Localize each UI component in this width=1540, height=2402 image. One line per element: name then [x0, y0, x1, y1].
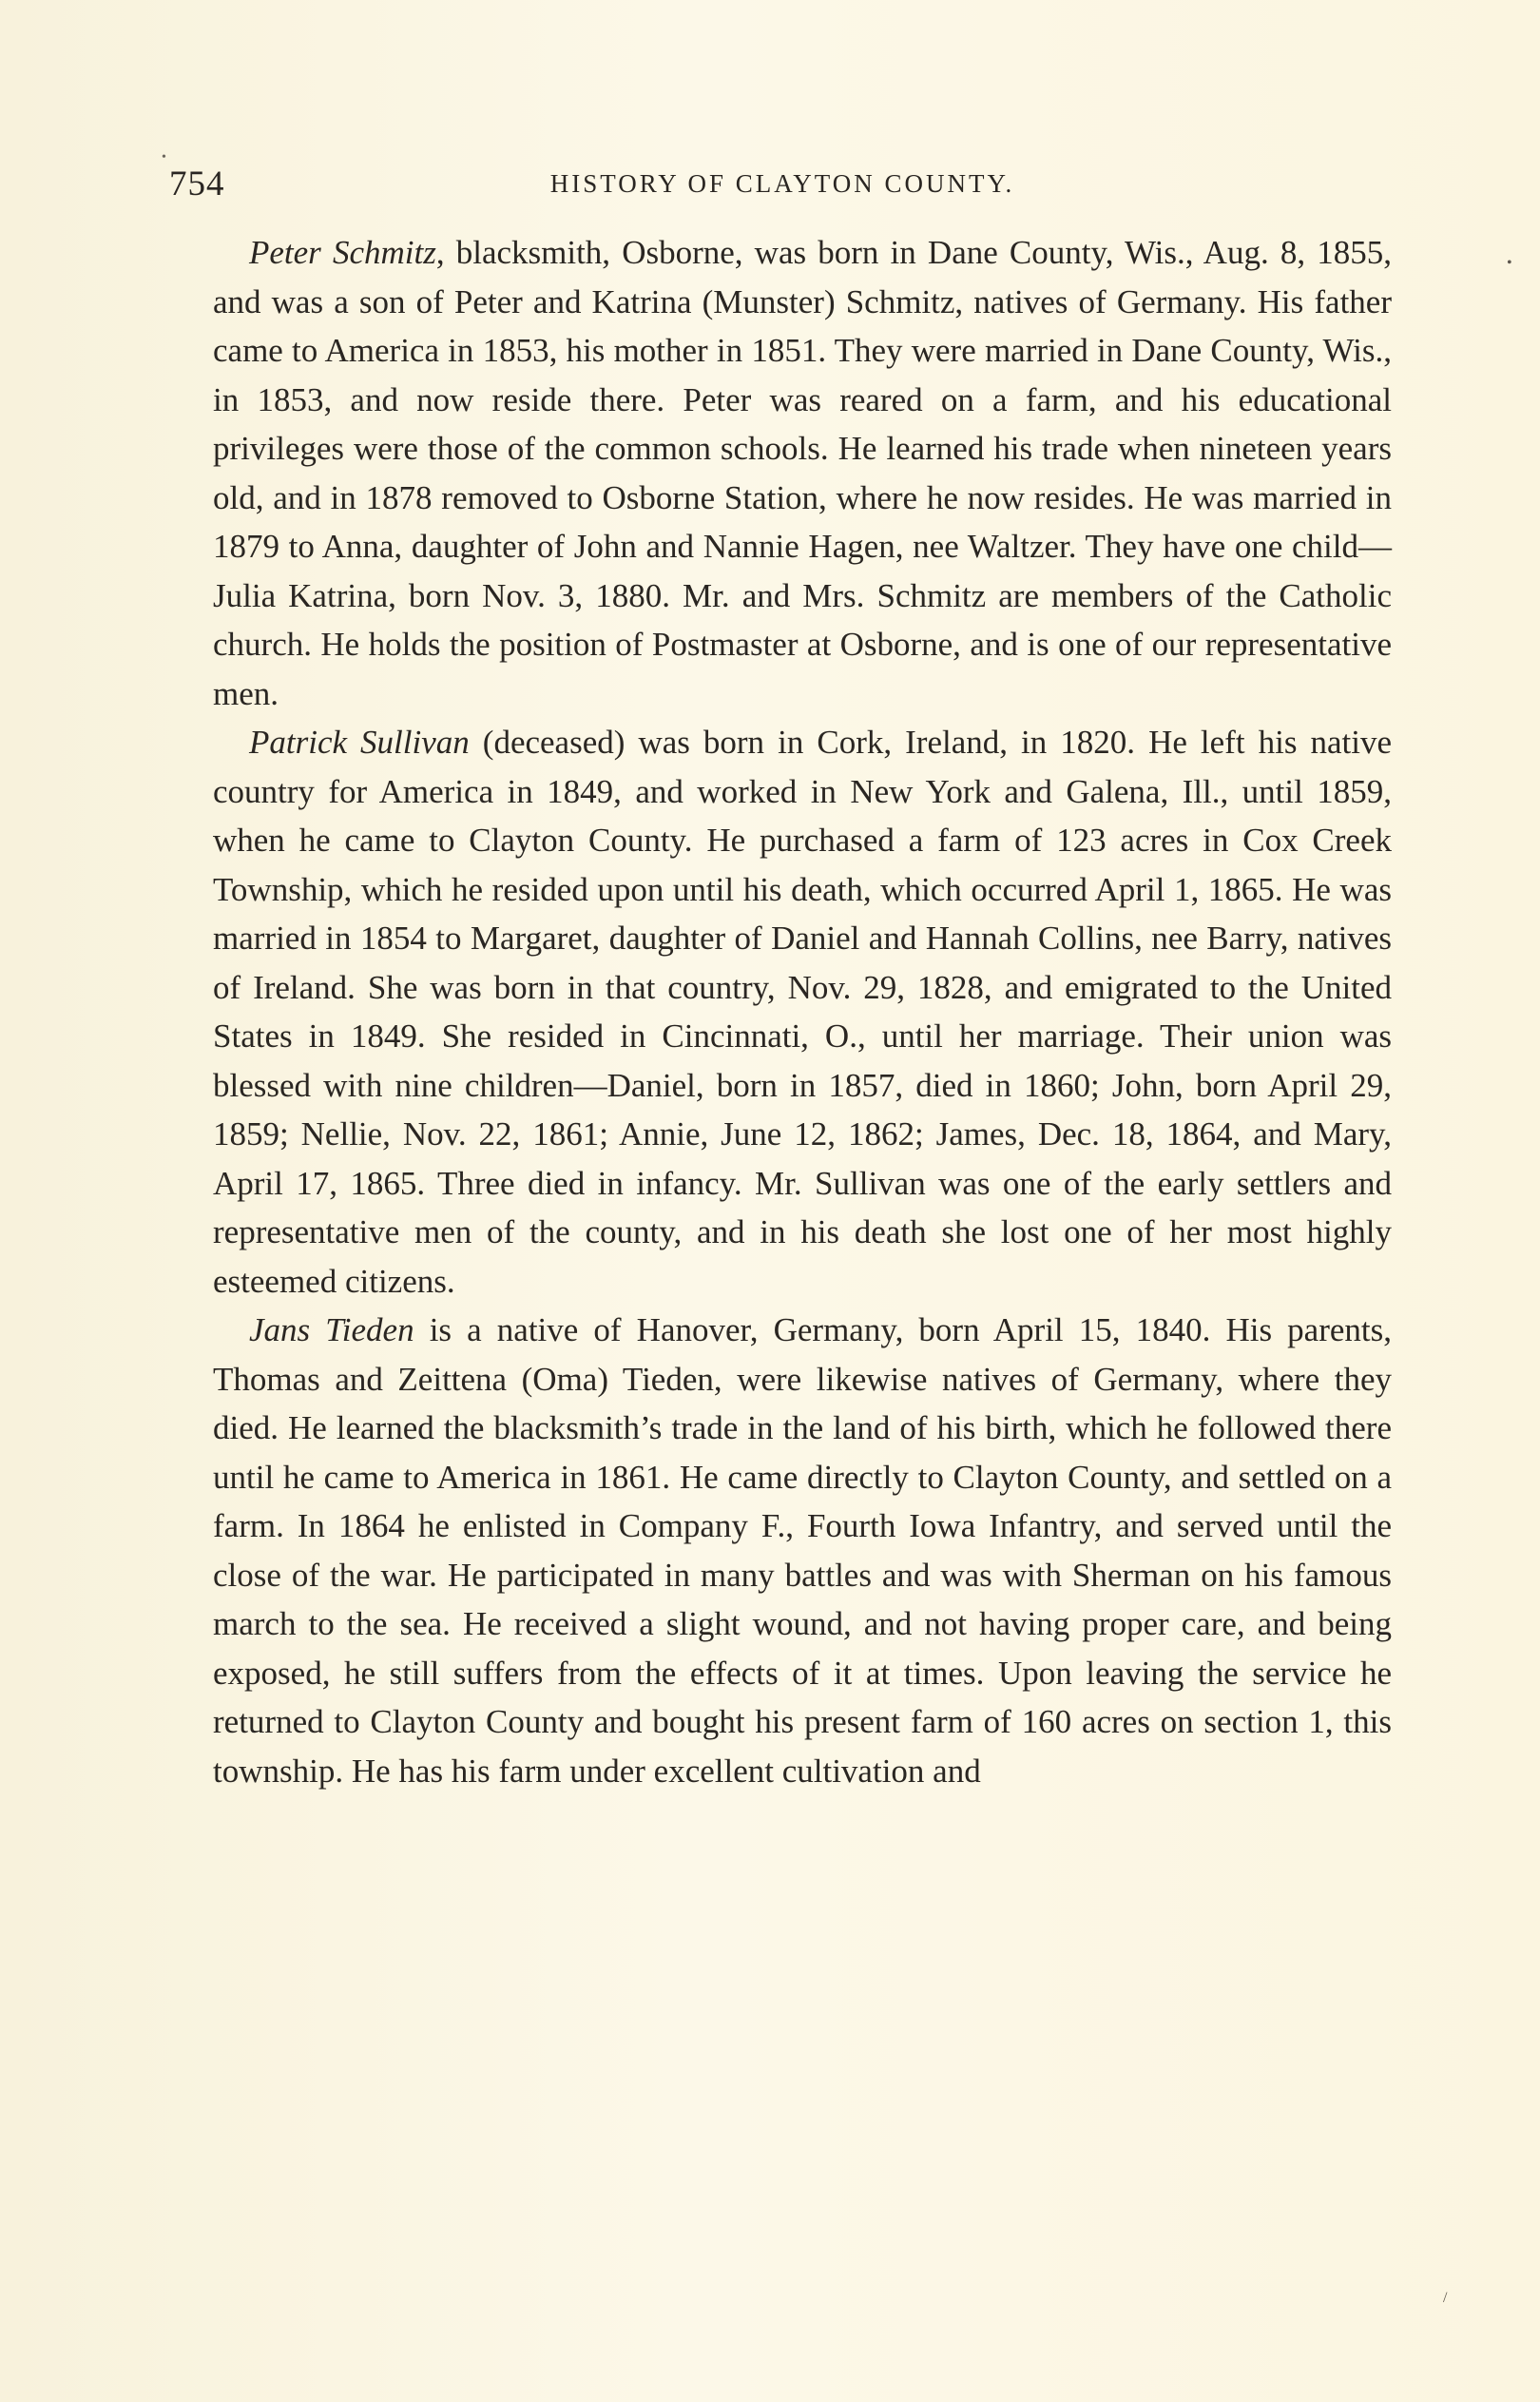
- margin-tick-mark: /: [1443, 2290, 1448, 2306]
- entry-text: is a native of Hanover, Germany, born April 15, 1840. His parents, Thomas and Zeittena (Oma) Tieden, were likewise natives of Germany, where they died. He learned the blacksmith’s trade in the land of his birth, which he followed there until he came to America in 1861. He came directly to Clayton County, and settled on a farm. In 1864 he enlisted in Company F., Fourth Iowa Infantry, and served until the close of the war. He participated in many battles and was with Sherman on his famous march to the sea. He received a slight wound, and not having proper care, and being exposed, he still suffers from the effects of it at times. Upon leaving the service he returned to Clayton County and bought his present farm of 160 acres on section 1, this township. He has his farm under excellent cultivation and: [213, 1311, 1392, 1790]
- entry-text: (deceased) was born in Cork, Ireland, in 1820. He left his native country for America in 1849, and worked in New York and Galena, Ill., until 1859, when he came to Clayton County. He purchased a farm of 123 acres in Cox Creek Township, which he resided upon until his death, which occurred April 1, 1865. He was married in 1854 to Margaret, daughter of Daniel and Hannah Collins, nee Barry, natives of Ireland. She was born in that country, Nov. 29, 1828, and emigrated to the United States in 1849. She resided in Cincinnati, O., until her marriage. Their union was blessed with nine children—Daniel, born in 1857, died in 1860; John, born April 29, 1859; Nellie, Nov. 22, 1861; Annie, June 12, 1862; James, Dec. 18, 1864, and Mary, April 17, 1865. Three died in infancy. Mr. Sullivan was one of the early settlers and representative men of the county, and in his death she lost one of her most highly esteemed citizens.: [213, 724, 1392, 1300]
- biography-entry: [213, 1306, 1392, 1795]
- margin-dot-mark: •: [1507, 255, 1512, 271]
- running-head: HISTORY OF CLAYTON COUNTY.: [549, 169, 1015, 198]
- biography-entry: [213, 718, 1392, 1306]
- biography-entry: [213, 228, 1392, 718]
- entry-name: Jans Tieden: [249, 1311, 414, 1348]
- entry-name: Peter Schmitz: [249, 234, 436, 271]
- entry-name: Patrick Sullivan: [249, 724, 470, 761]
- entry-text: , blacksmith, Osborne, was born in Dane County, Wis., Aug. 8, 1855, and was a son of Peter and Katrina (Munster) Schmitz, natives of Germany. His father came to America in 1853, his mother in 1851. They were married in Dane County, Wis., in 1853, and now reside there. Peter was reared on a farm, and his educational privileges were those of the common schools. He learned his trade when nineteen years old, and in 1878 removed to Osborne Station, where he now resides. He was married in 1879 to Anna, daughter of John and Nannie Hagen, nee Waltzer. They have one child—Julia Katrina, born Nov. 3, 1880. Mr. and Mrs. Schmitz are members of the Catholic church. He holds the position of Postmaster at Osborne, and is one of our representative men.: [213, 234, 1392, 712]
- page-number: • 754: [169, 164, 225, 204]
- page-header: [169, 164, 1396, 211]
- body-text: [213, 228, 1392, 1795]
